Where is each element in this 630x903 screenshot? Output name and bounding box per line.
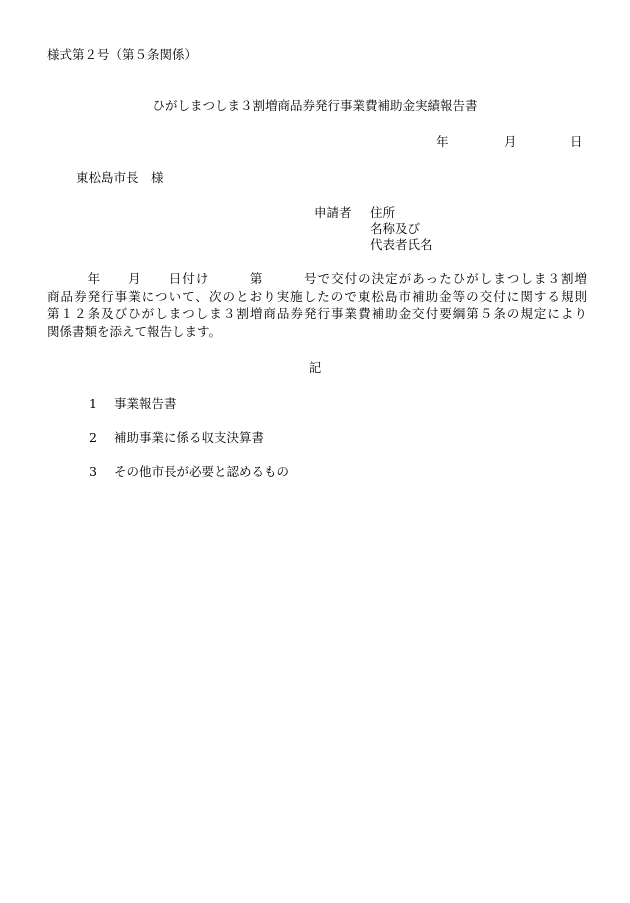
- report-body: [47, 270, 587, 340]
- attachment-item-text: 事業報告書: [114, 396, 177, 411]
- applicant-representative-label: 代表者氏名: [370, 237, 433, 252]
- document-title: ひがしまつしま３割増商品券発行事業費補助金実績報告書: [152, 98, 478, 113]
- report-body-line: 年 月 日付け 第 号で交付の決定があったひがしまつしま３割増: [47, 271, 587, 286]
- date-year-label: 年: [436, 134, 449, 149]
- report-body-line: 関係書類を添えて報告します。: [47, 323, 222, 339]
- date-day-label: 日: [570, 134, 583, 149]
- applicant-name-label: 名称及び: [370, 221, 421, 236]
- attachment-item-text: 補助事業に係る収支決算書: [114, 430, 265, 445]
- form-number: 様式第２号（第５条関係）: [47, 47, 198, 62]
- ki-heading: 記: [308, 360, 322, 375]
- date-month-label: 月: [504, 134, 517, 149]
- attachment-item: [89, 464, 289, 480]
- applicant-address-label: 住所: [370, 205, 396, 220]
- report-body-line: 第１２条及びひがしまつしま３割増商品券発行事業費補助金交付要綱第５条の規定により: [47, 306, 587, 321]
- attachment-item-number: 1: [89, 396, 97, 411]
- report-body-line: 商品券発行事業について、次のとおり実施したので東松島市補助金等の交付に関する規則: [47, 288, 587, 304]
- attachment-item-number: 3: [89, 464, 97, 479]
- addressee: 東松島市長 様: [76, 170, 164, 185]
- applicant-label: 申請者: [314, 205, 352, 220]
- attachment-item: [89, 396, 177, 412]
- attachment-item-text: その他市長が必要と認めるもの: [114, 464, 290, 479]
- attachment-item-number: 2: [89, 430, 97, 445]
- attachment-item: [89, 430, 264, 446]
